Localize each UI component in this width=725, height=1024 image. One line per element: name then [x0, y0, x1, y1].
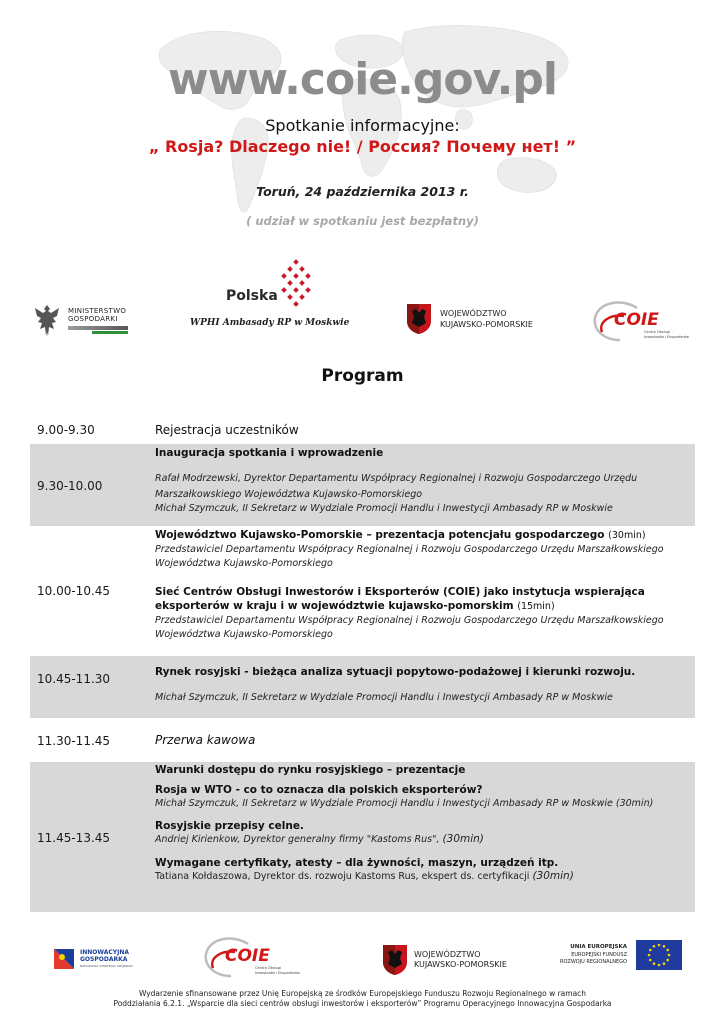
ig-name-line2: GOSPODARKA	[80, 956, 128, 963]
coie-subtitle-line2: Inwestorów i Eksporterów	[255, 971, 300, 975]
free-participation-note: ( udział w spotkaniu jest bezpłatny)	[246, 214, 479, 228]
coie-subtitle-line2: Inwestorów i Eksporterów	[644, 335, 689, 339]
row-content	[155, 763, 690, 883]
funding-footer	[0, 989, 725, 1009]
speaker-line	[155, 833, 690, 847]
row-time: 11.45-13.45	[37, 831, 111, 845]
row-title: Rynek rosyjski - bieżąca analiza sytuacji popytowo-podażowej i kierunki rozwoju.	[155, 666, 636, 678]
kujawsko-pomorskie-logo	[406, 303, 546, 339]
innowacyjna-gospodarka-logo	[52, 945, 142, 975]
ministry-stripe-green	[92, 331, 128, 334]
voivodeship-shield-icon	[406, 303, 432, 335]
event-title: „ Rosja? Dlaczego nie! / Россия? Почему нет! ”	[148, 137, 577, 156]
eu-name-line2: EUROPEJSKI FUNDUSZ	[571, 952, 627, 958]
kp-name-line2: KUJAWSKO-POMORSKIE	[440, 320, 533, 329]
item-title-text: Województwo Kujawsko-Pomorskie – prezentacja potencjału gospodarczego	[155, 529, 605, 541]
event-type: Spotkanie informacyjne:	[265, 116, 460, 135]
item-title: Rosja w WTO - co to oznacza dla polskich eksporterów?	[155, 784, 483, 796]
kp-name-line2: KUJAWSKO-POMORSKIE	[414, 960, 507, 969]
item-title-text: eksporterów w kraju i w województwie kujawsko-pomorskim	[155, 600, 514, 612]
ministry-of-economy-logo	[32, 302, 132, 342]
row-time: 9.30-10.00	[37, 479, 103, 493]
funding-line2: Poddziałania 6.2.1. „Wsparcie dla sieci centrów obsługi inwestorów i eksporterów” Programu Operacyjnego Innowacyjna Gospodarka	[113, 999, 612, 1008]
eu-name-line3: ROZWOJU REGIONALNEGO	[559, 959, 627, 965]
speaker-line: Michał Szymczuk, II Sekretarz w Wydziale Promocji Handlu i Inwestycji Ambasady RP w Moskwie (30min)	[155, 798, 654, 809]
coie-wordmark: COIE	[225, 946, 270, 966]
speaker-line	[155, 870, 690, 883]
event-date: Toruń, 24 października 2013 r.	[256, 184, 469, 199]
eu-flag-icon	[636, 940, 682, 970]
item-duration: (30min)	[532, 870, 574, 882]
item-duration: (30min)	[608, 530, 646, 541]
polska-wordmark: Polska	[226, 288, 278, 304]
row-time: 9.00-9.30	[37, 423, 95, 437]
row-content	[155, 528, 690, 641]
program-heading: Program	[321, 366, 404, 386]
speaker-line: Marszałkowskiego Województwa Kujawsko-Pomorskiego	[155, 488, 423, 500]
speaker-line: Michał Szymczuk, II Sekretarz w Wydziale Promocji Handlu i Inwestycji Ambasady RP w Moskwie	[155, 692, 613, 703]
ig-flag-icon	[52, 945, 78, 971]
row-time: 10.00-10.45	[37, 584, 111, 598]
polska-logo	[226, 258, 316, 316]
speaker-line: Przedstawiciel Departamentu Współpracy Regionalnej i Rozwoju Gospodarczego Urzędu Marszałkowskiego	[155, 615, 664, 626]
row-title: Warunki dostępu do rynku rosyjskiego – prezentacje	[155, 764, 466, 776]
item-duration: (15min)	[517, 601, 555, 612]
wphi-embassy-label: WPHI Ambasady RP w Moskwie	[190, 318, 350, 328]
kp-name-line1: WOJEWÓDZTWO	[440, 309, 507, 318]
row-title: Inauguracja spotkania i wprowadzenie	[155, 447, 384, 459]
row-time: 10.45-11.30	[37, 672, 111, 686]
program-row-coffee-break	[30, 726, 695, 758]
eu-name-line1: UNIA EUROPEJSKA	[570, 944, 627, 950]
program-row-registration	[30, 418, 695, 442]
speaker-line: Przedstawiciel Departamentu Współpracy Regionalnej i Rozwoju Gospodarczego Urzędu Marszałkowskiego	[155, 544, 664, 555]
speaker-line: Województwa Kujawsko-Pomorskiego	[155, 628, 333, 640]
website-url[interactable]: www.coie.gov.pl	[168, 54, 557, 105]
coie-logo	[592, 300, 702, 344]
coie-subtitle-line1: Centra Obsługi	[644, 330, 671, 334]
row-time: 11.30-11.45	[37, 734, 111, 748]
coie-footer-logo	[203, 936, 303, 980]
coie-subtitle-line1: Centra Obsługi	[255, 966, 282, 970]
ministry-stripe	[68, 326, 128, 330]
item-title	[155, 599, 690, 614]
item-title: Rosyjskie przepisy celne.	[155, 819, 304, 832]
item-title: Sieć Centrów Obsługi Inwestorów i Eksporterów (COIE) jako instytucja wspierająca	[155, 586, 645, 598]
program-row-presentations	[30, 527, 695, 655]
row-title: Rejestracja uczestników	[155, 423, 299, 437]
eu-logo	[556, 940, 682, 972]
item-duration: (30min)	[442, 832, 484, 845]
coie-wordmark: COIE	[614, 310, 659, 330]
speaker-text: Tatiana Kołdaszowa, Dyrektor ds. rozwoju Kastoms Rus, ekspert ds. certyfikacji	[155, 871, 530, 882]
polska-diamond-icon	[276, 258, 316, 314]
ministry-name-line1: MINISTERSTWO	[68, 307, 127, 315]
speaker-text: Andriej Kirienkow, Dyrektor generalny firmy "Kastoms Rus",	[155, 833, 440, 845]
item-title	[155, 528, 690, 543]
row-title: Przerwa kawowa	[155, 733, 256, 747]
row-content	[155, 665, 690, 705]
kujawsko-pomorskie-footer-logo	[382, 944, 512, 978]
voivodeship-shield-icon	[382, 944, 408, 976]
speaker-line: Michał Szymczuk, II Sekretarz w Wydziale Promocji Handlu i Inwestycji Ambasady RP w Moskwie	[155, 503, 613, 514]
eagle-emblem-icon	[32, 302, 62, 340]
speaker-line: Rafał Modrzewski, Dyrektor Departamentu Współpracy Regionalnej i Rozwoju Gospodarczego Urzędu	[155, 473, 638, 484]
row-content	[155, 446, 690, 516]
kp-name-line1: WOJEWÓDZTWO	[414, 950, 481, 959]
item-title: Wymagane certyfikaty, atesty – dla żywności, maszyn, urządzeń itp.	[155, 857, 559, 869]
speaker-line: Województwa Kujawsko-Pomorskiego	[155, 557, 333, 569]
ig-name-line1: INNOWACYJNA	[80, 949, 130, 956]
program-row-russian-market	[30, 656, 695, 718]
ministry-name-line2: GOSPODARKI	[68, 315, 118, 323]
program-row-inauguration	[30, 444, 695, 526]
program-row-market-access	[30, 762, 695, 912]
ig-name-line3: NARODOWA STRATEGIA SPÓJNOŚCI	[80, 964, 134, 968]
funding-line1: Wydarzenie sfinansowane przez Unię Europejską ze środków Europejskiego Funduszu Rozwoju Regionalnego w ramach	[138, 989, 587, 998]
